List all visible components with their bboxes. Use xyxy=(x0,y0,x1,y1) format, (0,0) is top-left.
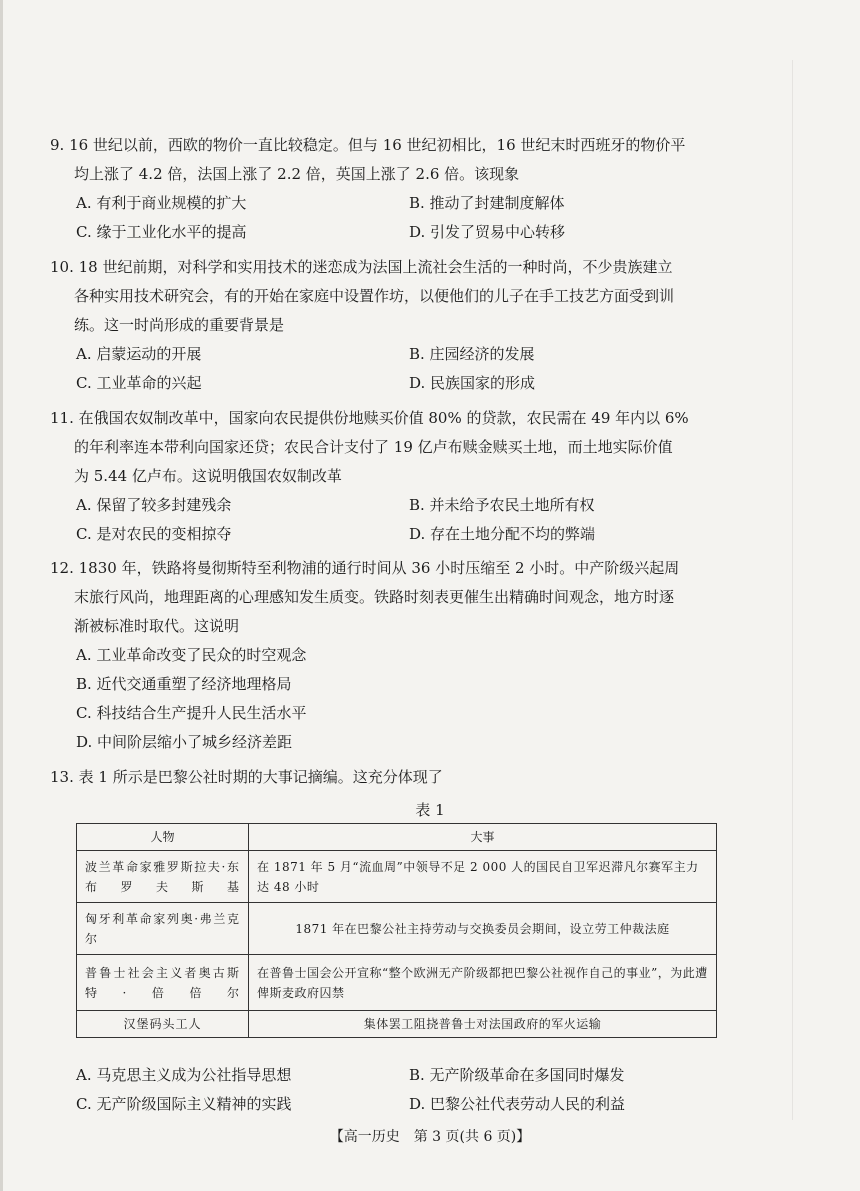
table-row xyxy=(77,903,717,955)
table-cell-person: 汉堡码头工人 xyxy=(77,1011,249,1038)
option-d[interactable]: D. 巴黎公社代表劳动人民的利益 xyxy=(409,1095,626,1113)
table-row xyxy=(77,1011,717,1038)
question-stem-line: 12. 1830 年，铁路将曼彻斯特至利物浦的通行时间从 36 小时压缩至 2 小时。中产阶级兴起周 xyxy=(50,559,680,577)
question-stem-line: 各种实用技术研究会，有的开始在家庭中设置作坊，以便他们的儿子在手工技艺方面受到训 xyxy=(74,287,675,305)
option-a[interactable]: A. 保留了较多封建残余 xyxy=(76,496,232,514)
option-row xyxy=(50,1061,820,1090)
table-cell-person: 匈牙利革命家列奥·弗兰克尔 xyxy=(77,903,249,955)
option-b[interactable]: B. 近代交通重塑了经济地理格局 xyxy=(76,675,292,693)
option-a[interactable]: A. 马克思主义成为公社指导思想 xyxy=(76,1066,292,1084)
question-9 xyxy=(50,131,820,247)
question-stem-line: 9. 16 世纪以前，西欧的物价一直比较稳定。但与 16 世纪初相比，16 世纪末时西班牙的物价平 xyxy=(50,136,686,154)
question-13 xyxy=(50,763,820,792)
option-b[interactable]: B. 并未给予农民土地所有权 xyxy=(409,496,595,514)
option-a[interactable]: A. 工业革命改变了民众的时空观念 xyxy=(76,646,307,664)
option-d[interactable]: D. 引发了贸易中心转移 xyxy=(409,223,566,241)
question-stem-line: 11. 在俄国农奴制改革中，国家向农民提供份地赎买价值 80% 的贷款，农民需在 49 年内以 6% xyxy=(50,409,689,427)
option-d[interactable]: D. 存在土地分配不均的弊端 xyxy=(409,525,596,543)
question-stem-line: 为 5.44 亿卢布。这说明俄国农奴制改革 xyxy=(74,467,342,485)
option-c[interactable]: C. 无产阶级国际主义精神的实践 xyxy=(76,1095,292,1113)
question-stem-line: 的年利率连本带利向国家还贷；农民合计支付了 19 亿卢布赎金赎买土地，而土地实际价值 xyxy=(74,438,673,456)
option-c[interactable]: C. 工业革命的兴起 xyxy=(76,374,202,392)
question-stem-line: 13. 表 1 所示是巴黎公社时期的大事记摘编。这充分体现了 xyxy=(50,768,443,786)
table-row xyxy=(77,955,717,1011)
option-row xyxy=(50,369,820,398)
question-stem-line: 10. 18 世纪前期，对科学和实用技术的迷恋成为法国上流社会生活的一种时尚，不少贵族建立 xyxy=(50,258,673,276)
option-d[interactable]: D. 民族国家的形成 xyxy=(409,374,536,392)
option-b[interactable]: B. 无产阶级革命在多国同时爆发 xyxy=(409,1066,625,1084)
table-cell-event: 集体罢工阻挠普鲁士对法国政府的军火运输 xyxy=(249,1011,717,1038)
table-header-event: 大事 xyxy=(249,824,717,851)
option-row xyxy=(50,340,820,369)
question-stem-line: 均上涨了 4.2 倍，法国上涨了 2.2 倍，英国上涨了 2.6 倍。该现象 xyxy=(74,165,520,183)
table-header-person: 人物 xyxy=(77,824,249,851)
question-11 xyxy=(50,404,820,549)
option-b[interactable]: B. 推动了封建制度解体 xyxy=(409,194,565,212)
scan-edge-left xyxy=(0,0,3,1191)
question-12 xyxy=(50,554,820,757)
option-row xyxy=(50,189,820,218)
option-a[interactable]: A. 有利于商业规模的扩大 xyxy=(76,194,247,212)
option-c[interactable]: C. 缘于工业化水平的提高 xyxy=(76,223,247,241)
table-cell-event: 1871 年在巴黎公社主持劳动与交换委员会期间，设立劳工仲裁法庭 xyxy=(249,903,717,955)
option-a[interactable]: A. 启蒙运动的开展 xyxy=(76,345,202,363)
option-row xyxy=(50,218,820,247)
page-footer: 【高一历史 第 3 页(共 6 页)】 xyxy=(329,1129,531,1145)
option-b[interactable]: B. 庄园经济的发展 xyxy=(409,345,535,363)
question-stem-line: 练。这一时尚形成的重要背景是 xyxy=(74,316,285,334)
question-10 xyxy=(50,253,820,398)
events-table xyxy=(76,823,717,1038)
question-stem-line: 末旅行风尚，地理距离的心理感知发生质变。铁路时刻表更催生出精确时间观念，地方时逐 xyxy=(74,588,675,606)
table-cell-event: 在 1871 年 5 月“流血周”中领导不足 2 000 人的国民自卫军迟滞凡尔赛军主力达 48 小时 xyxy=(249,851,717,903)
option-row xyxy=(50,520,820,549)
table-cell-event: 在普鲁士国会公开宣称“整个欧洲无产阶级都把巴黎公社视作自己的事业”，为此遭俾斯麦政府囚禁 xyxy=(249,955,717,1011)
table-caption: 表 1 xyxy=(415,801,445,819)
table-header-row xyxy=(77,824,717,851)
table-cell-person: 普鲁士社会主义者奥古斯特·倍倍尔 xyxy=(77,955,249,1011)
option-c[interactable]: C. 科技结合生产提升人民生活水平 xyxy=(76,704,307,722)
table-cell-person: 波兰革命家雅罗斯拉夫·东布罗夫斯基 xyxy=(77,851,249,903)
option-row xyxy=(50,1090,820,1119)
table-row xyxy=(77,851,717,903)
option-row xyxy=(50,491,820,520)
question-13-options xyxy=(50,1061,820,1119)
option-d[interactable]: D. 中间阶层缩小了城乡经济差距 xyxy=(76,733,293,751)
question-stem-line: 渐被标准时取代。这说明 xyxy=(74,617,240,635)
option-c[interactable]: C. 是对农民的变相掠夺 xyxy=(76,525,232,543)
